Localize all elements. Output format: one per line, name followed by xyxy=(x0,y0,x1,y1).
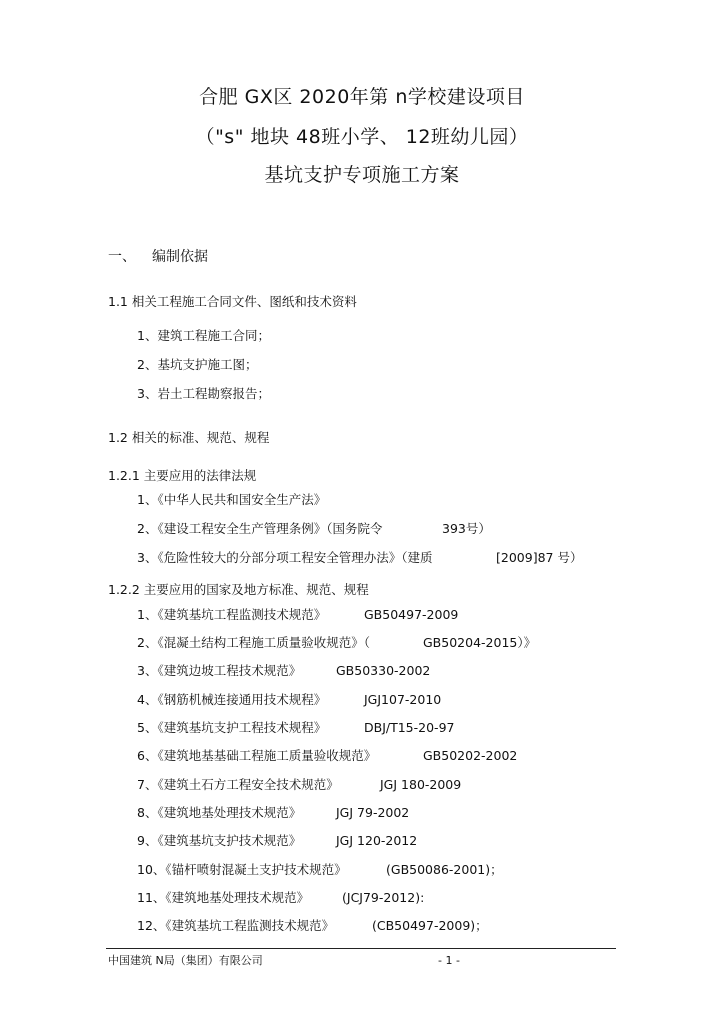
subsection-heading: 1.2.1 主要应用的法律法规 xyxy=(108,468,257,483)
list-item: 12、《建筑基坑工程监测技术规范》 xyxy=(137,918,335,933)
list-item-code: 393号） xyxy=(442,521,491,536)
footer-company: 中国建筑 N局（集团）有限公司 xyxy=(108,954,263,967)
doc-title-line2: （"s" 地块 48班小学、 12班幼儿园） xyxy=(195,126,529,148)
list-item: 2、基坑支护施工图； xyxy=(137,357,258,372)
list-item: 6、《建筑地基基础工程施工质量验收规范》 xyxy=(137,748,377,763)
list-item-code: JGJ 79-2002 xyxy=(336,805,410,820)
list-item: 4、《钢筋机械连接通用技术规程》 xyxy=(137,692,327,707)
doc-title-line1: 合肥 GX区 2020年第 n学校建设项目 xyxy=(199,86,525,108)
list-item: 1、《中华人民共和国安全生产法》 xyxy=(137,492,327,507)
list-item: 11、《建筑地基处理技术规范》 xyxy=(137,890,310,905)
list-item: 1、《建筑基坑工程监测技术规范》 xyxy=(137,607,327,622)
page-number: - 1 - xyxy=(438,954,460,967)
list-item-code: (GB50086-2001)； xyxy=(386,862,503,877)
list-item-code: GB50497-2009 xyxy=(364,607,459,622)
list-item-code: JGJ 180-2009 xyxy=(380,777,462,792)
list-item-code: JGJ107-2010 xyxy=(364,692,442,707)
list-item: 10、《锚杆喷射混凝土支护技术规范》 xyxy=(137,862,347,877)
list-item-code: GB50202-2002 xyxy=(423,748,518,763)
list-item-code: GB50204-2015）》 xyxy=(423,635,537,650)
list-item: 2、《建设工程安全生产管理条例》（国务院令 xyxy=(137,521,383,536)
list-item: 8、《建筑地基处理技术规范》 xyxy=(137,805,302,820)
list-item: 3、《危险性较大的分部分项工程安全管理办法》（建质 xyxy=(137,550,433,565)
section-heading: 编制依据 xyxy=(152,249,208,265)
subsection-heading: 1.2.2 主要应用的国家及地方标准、规范、规程 xyxy=(108,582,369,597)
list-item: 5、《建筑基坑支护工程技术规程》 xyxy=(137,720,327,735)
list-item-code: (JCJ79-2012): xyxy=(342,890,425,905)
list-item-code: JGJ 120-2012 xyxy=(336,833,418,848)
list-item-code: [2009]87 号） xyxy=(496,550,583,565)
list-item: 3、《建筑边坡工程技术规范》 xyxy=(137,663,302,678)
doc-title-line3: 基坑支护专项施工方案 xyxy=(264,164,460,186)
footer-divider xyxy=(106,948,616,949)
list-item: 3、岩土工程勘察报告； xyxy=(137,386,270,401)
list-item-code: GB50330-2002 xyxy=(336,663,431,678)
list-item: 7、《建筑土石方工程安全技术规范》 xyxy=(137,777,339,792)
subsection-heading: 1.2 相关的标准、规范、规程 xyxy=(108,430,270,445)
list-item: 9、《建筑基坑支护技术规范》 xyxy=(137,833,302,848)
list-item-code: (CB50497-2009)； xyxy=(372,918,488,933)
list-item: 1、建筑工程施工合同； xyxy=(137,328,270,343)
list-item: 2、《混凝土结构工程施工质量验收规范》（ xyxy=(137,635,370,650)
section-number: 一、 xyxy=(108,249,136,265)
list-item-code: DBJ/T15-20-97 xyxy=(364,720,455,735)
subsection-heading: 1.1 相关工程施工合同文件、图纸和技术资料 xyxy=(108,294,357,309)
